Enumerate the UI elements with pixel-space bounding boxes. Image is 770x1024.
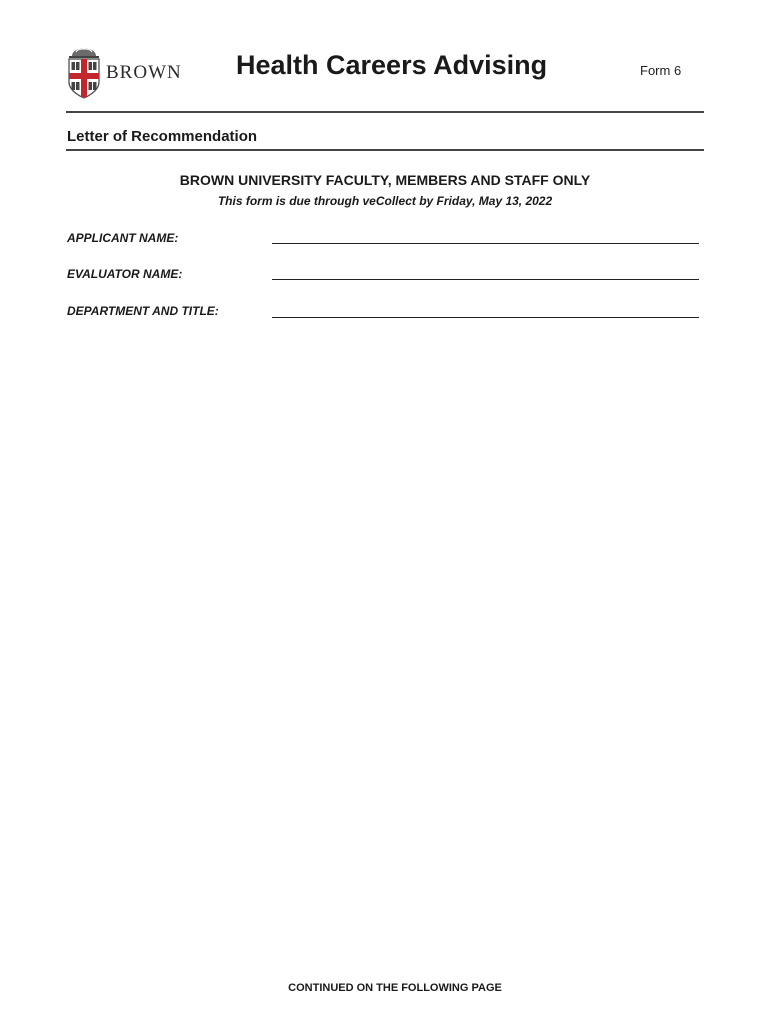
brown-logo xyxy=(66,40,186,100)
applicant-name-field[interactable] xyxy=(272,243,699,244)
department-title-label: DEPARTMENT AND TITLE: xyxy=(67,304,219,318)
department-title-field[interactable] xyxy=(272,317,699,318)
continued-footer: CONTINUED ON THE FOLLOWING PAGE xyxy=(288,982,502,994)
applicant-name-label: APPLICANT NAME: xyxy=(67,231,179,245)
brown-seal-icon xyxy=(66,40,102,100)
due-date-notice: This form is due through veCollect by Friday, May 13, 2022 xyxy=(217,194,553,208)
section-title: Letter of Recommendation xyxy=(67,128,258,145)
header-divider xyxy=(66,111,704,113)
evaluator-name-field[interactable] xyxy=(272,279,699,280)
page-title: Health Careers Advising xyxy=(236,50,548,80)
section-divider xyxy=(66,149,704,151)
logo-wordmark: BROWN xyxy=(106,62,182,83)
audience-notice: BROWN UNIVERSITY FACULTY, MEMBERS AND STAFF ONLY xyxy=(179,172,591,188)
evaluator-name-label: EVALUATOR NAME: xyxy=(67,267,183,281)
form-number: Form 6 xyxy=(640,63,682,78)
